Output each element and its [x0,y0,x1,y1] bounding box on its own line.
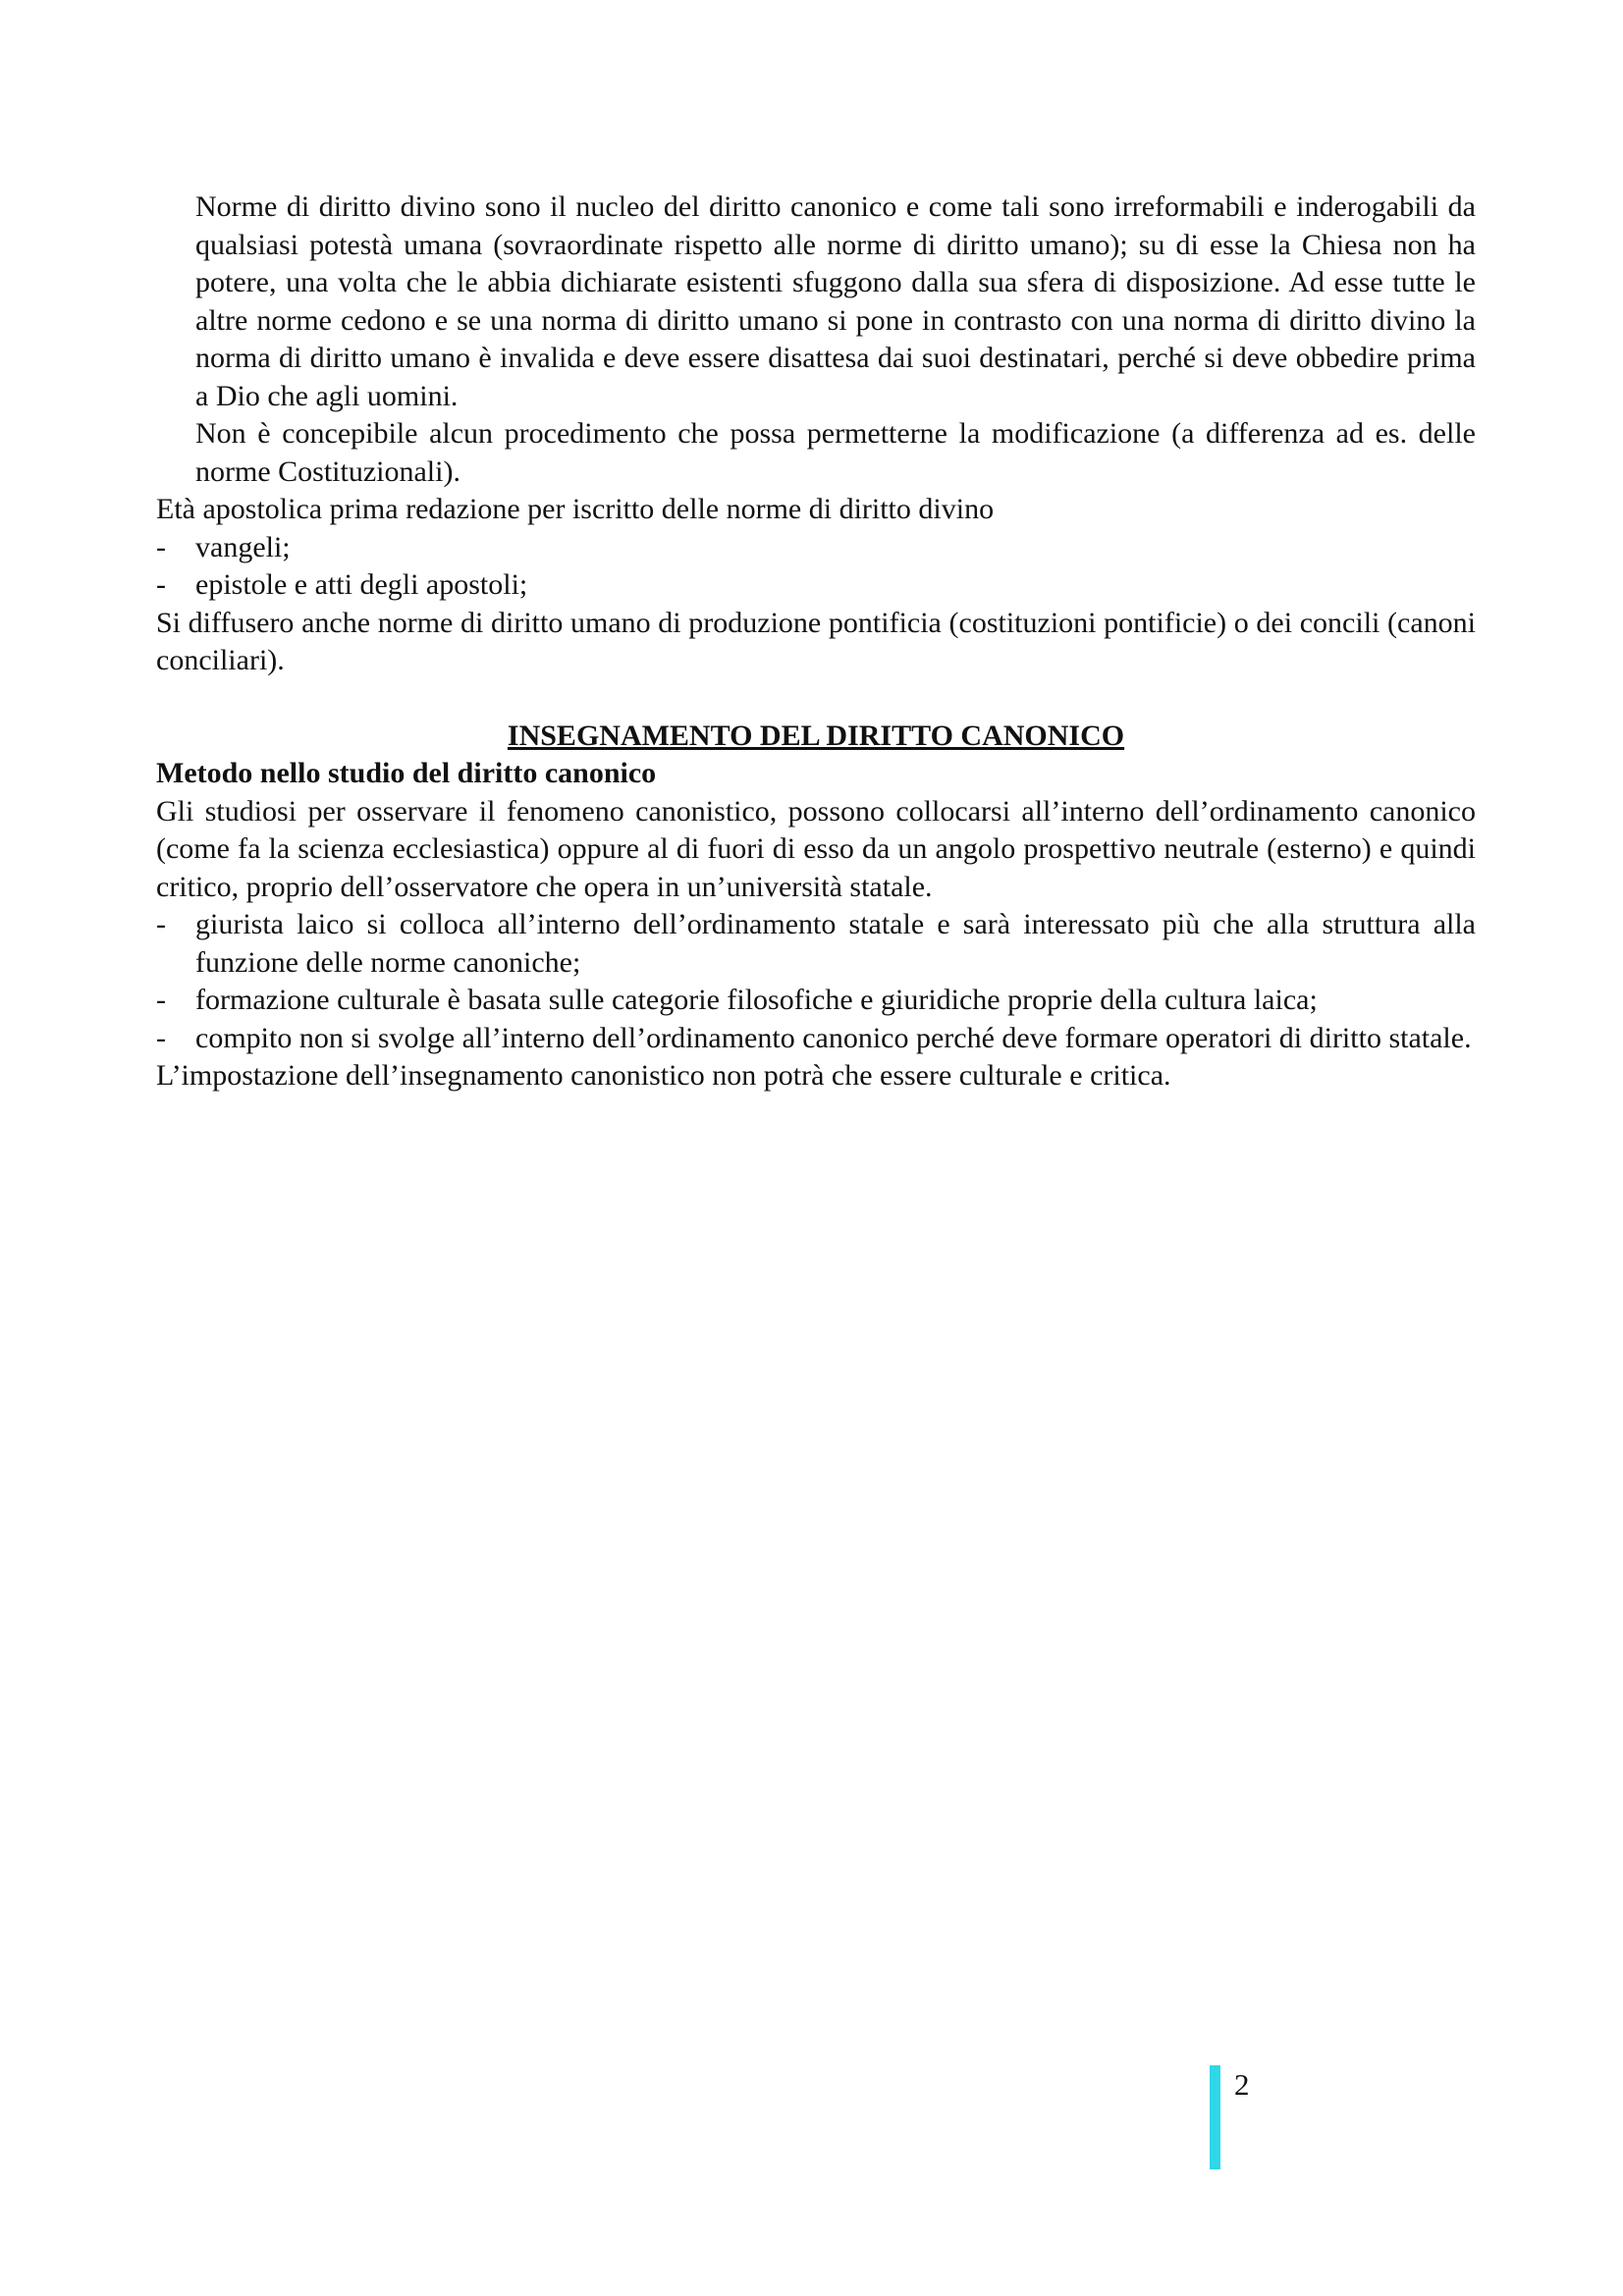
list-item-text: compito non si svolge all’interno dell’ordinamento canonico perché deve formare operatori di diritto statale. [195,1021,1472,1054]
modification-paragraph: Non è concepibile alcun procedimento che possa permetterne la modificazione (a differenza ad es. delle norme Costituzionali). [195,417,1476,488]
list-dash: - [156,530,166,563]
divine-law-paragraph: Norme di diritto divino sono il nucleo del diritto canonico e come tali sono irreformabili e inderogabili da qualsiasi potestà umana (sovraordinate rispetto alle norme di diritto umano); su di esse la Chiesa non ha potere, una volta che le abbia dichiarate esistenti sfuggono dalla sua sfera di disposizione. Ad esse tutte le altre norme cedono e se una norma di diritto umano si pone in contrasto con una norma di diritto divino la norma di diritto umano è invalida e deve essere disattesa dai suoi destinatari, perché si deve obbedire prima a Dio che agli uomini. [195,190,1476,412]
method-paragraph: Gli studiosi per osservare il fenomeno canonistico, possono collocarsi all’interno dell’ordinamento canonico (come fa la scienza ecclesiastica) oppure al di fuori di esso da un angolo prospettivo neutrale (esterno) e quindi critico, proprio dell’osservatore che opera in un’università statale. [156,794,1476,903]
page-footer [1210,2065,1250,2169]
list-dash: - [156,568,166,601]
section-heading: INSEGNAMENTO DEL DIRITTO CANONICO [507,719,1125,752]
method-list [156,906,1476,1057]
apostolic-age-paragraph: Età apostolica prima redazione per iscritto delle norme di diritto divino [156,493,995,525]
list-item [156,982,1476,1020]
list-item-text: formazione culturale è basata sulle categorie filosofiche e giuridiche proprie della cultura laica; [195,984,1318,1016]
human-law-paragraph: Si diffusero anche norme di diritto umano di produzione pontificia (costituzioni pontificie) o dei concili (canoni conciliari). [156,606,1476,676]
list-item-text: epistole e atti degli apostoli; [195,568,528,601]
list-dash: - [156,1021,166,1054]
document-page [156,188,1476,1095]
conclusion-paragraph: L’impostazione dell’insegnamento canonistico non potrà che essere culturale e critica. [156,1059,1171,1092]
sources-list [156,529,1476,605]
list-item-text: vangeli; [195,530,291,563]
list-item-text: giurista laico si colloca all’interno dell’ordinamento statale e sarà interessato più che alla struttura alla funzione delle norme canoniche; [195,908,1476,979]
page-number: 2 [1234,2067,1250,2102]
list-item [156,906,1476,982]
section-subheading: Metodo nello studio del diritto canonico [156,757,657,789]
list-dash: - [156,984,166,1016]
list-item [156,1020,1476,1058]
list-item [156,566,1476,605]
list-dash: - [156,908,166,940]
list-item [156,529,1476,567]
page-number-bar [1210,2065,1220,2169]
